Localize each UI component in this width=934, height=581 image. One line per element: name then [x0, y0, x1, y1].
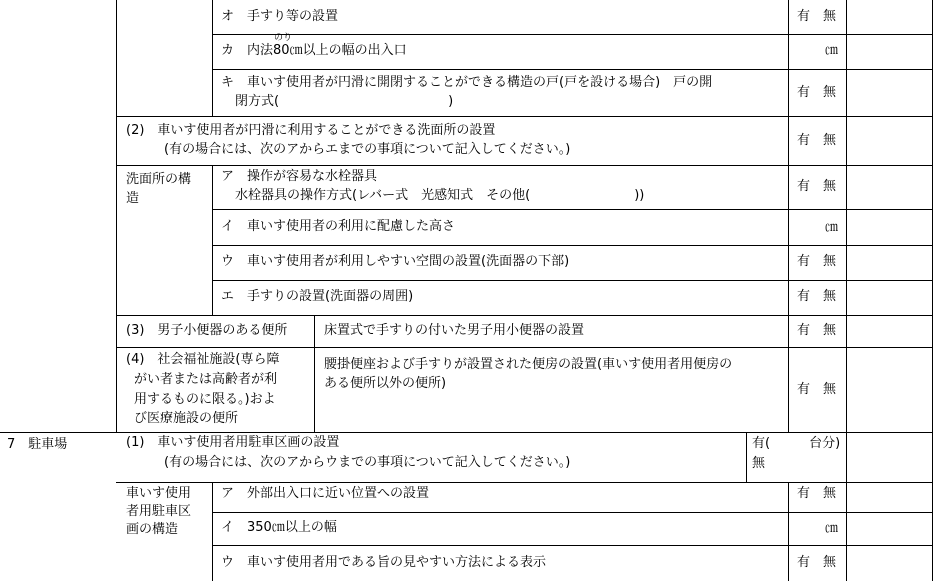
structure-label-1: 車いす使用 [126, 486, 192, 501]
sign-text: ウ 車いす使用者用である旨の見やすい方法による表示 [221, 555, 547, 570]
structure-label-2: 者用駐車区 [126, 504, 192, 519]
basin-handrail-text: エ 手すりの設置(洗面器の周囲) [221, 289, 414, 304]
welfare-label-4: び医療施設の便所 [134, 411, 239, 426]
welfare-label-3: 用するものに限る。)およ [134, 392, 276, 407]
space-answer[interactable]: 有 無 [797, 254, 837, 269]
washroom-label-2: 造 [126, 191, 140, 206]
row-doorway-unit: ㎝ [825, 43, 839, 58]
row-doorway-text: カ 内法80㎝以上の幅の出入口 [221, 43, 407, 58]
row-handrail-answer[interactable]: 有 無 [797, 9, 837, 24]
welfare-text-1: 腰掛便座および手すりが設置された便房の設置(車いす使用者用便房の [324, 357, 733, 372]
washroom-title-2: (有の場合には、次のアからエまでの事項について記入してください。) [164, 142, 571, 157]
urinal-answer[interactable]: 有 無 [797, 323, 837, 338]
structure-label-3: 画の構造 [126, 522, 179, 537]
washroom-label-1: 洗面所の構 [126, 172, 192, 187]
location-text: ア 外部出入口に近い位置への設置 [221, 486, 430, 501]
parking-answer-yes[interactable]: 有( 台分) [752, 436, 841, 451]
ruby-reading: のり [274, 33, 293, 43]
urinal-label: (3) 男子小便器のある便所 [126, 323, 288, 338]
urinal-text: 床置式で手すりの付いた男子用小便器の設置 [324, 323, 585, 338]
row-door-text-1: キ 車いす使用者が円滑に開閉することができる構造の戸(戸を設ける場合) 戸の開 [221, 75, 713, 90]
height-text: イ 車いす使用者の利用に配慮した高さ [221, 219, 456, 234]
faucet-answer[interactable]: 有 無 [797, 179, 837, 194]
parking-answer-no[interactable]: 無 [752, 456, 766, 471]
welfare-label-2: がい者または高齢者が利 [134, 372, 278, 387]
height-unit: ㎝ [825, 220, 839, 235]
space-text: ウ 車いす使用者が利用しやすい空間の設置(洗面器の下部) [221, 254, 570, 269]
section-title-parking: 7 駐車場 [7, 437, 68, 452]
basin-handrail-answer[interactable]: 有 無 [797, 289, 837, 304]
parking-title-1: (1) 車いす使用者用駐車区画の設置 [126, 435, 340, 450]
row-door-answer[interactable]: 有 無 [797, 85, 837, 100]
welfare-answer[interactable]: 有 無 [797, 382, 837, 397]
width-unit: ㎝ [825, 521, 839, 536]
parking-title-2: (有の場合には、次のアからウまでの事項について記入してください。) [164, 455, 571, 470]
location-answer[interactable]: 有 無 [797, 486, 837, 501]
washroom-answer[interactable]: 有 無 [797, 133, 837, 148]
faucet-text-1: ア 操作が容易な水栓器具 [221, 169, 378, 184]
row-door-text-2: 閉方式( ) [235, 94, 454, 109]
washroom-title-1: (2) 車いす使用者が円滑に利用することができる洗面所の設置 [126, 123, 496, 138]
ruby-base: 法 [260, 43, 274, 58]
row-handrail-text: オ 手すり等の設置 [221, 9, 339, 24]
faucet-text-2: 水栓器具の操作方式(レバー式 光感知式 その他( )) [235, 188, 645, 203]
welfare-text-2: ある便所以外の便所) [324, 376, 447, 391]
sign-answer[interactable]: 有 無 [797, 555, 837, 570]
width-text: イ 350㎝以上の幅 [221, 520, 337, 535]
welfare-label-1: (4) 社会福祉施設(専ら障 [126, 352, 280, 367]
